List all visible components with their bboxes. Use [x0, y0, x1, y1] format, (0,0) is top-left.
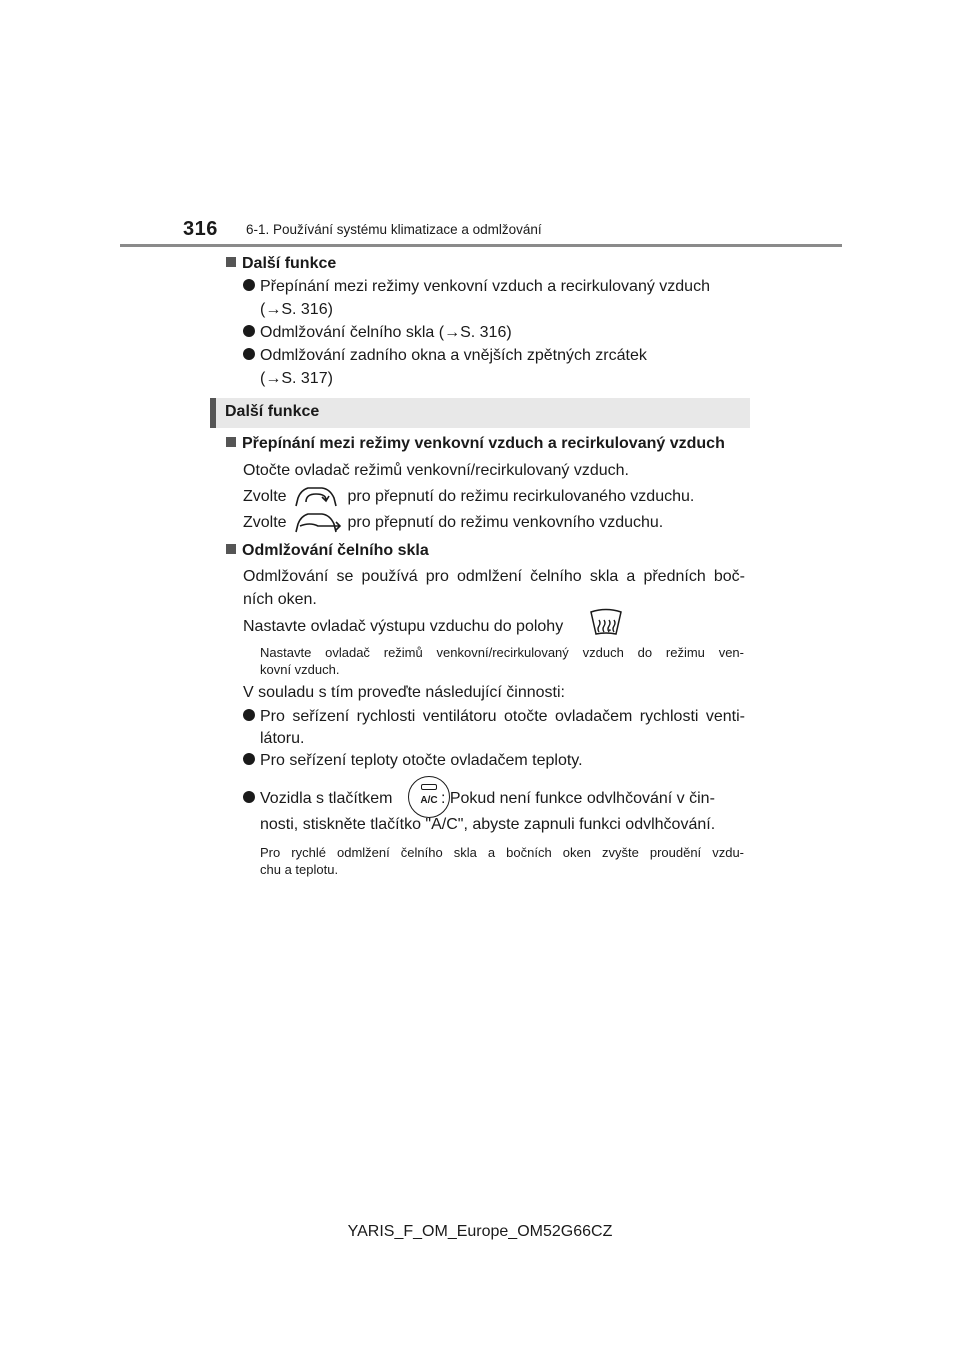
air-mode-text: Otočte ovladač režimů venkovní/recirkulovaný vzduch. — [243, 462, 629, 479]
square-bullet-icon — [226, 544, 236, 554]
defog-text: Odmlžování se používá pro odmlžení čelního skla a předních boč- — [243, 568, 745, 585]
summary-item: Odmlžování čelního skla (→S. 316) — [243, 324, 512, 342]
summary-item: Odmlžování zadního okna a vnějších zpětných zrcátek — [243, 347, 647, 365]
section-title: 6-1. Používání systému klimatizace a odmlžování — [246, 222, 542, 237]
defog-note: Pro rychlé odmlžení čelního skla a bočních oken zvyšte proudění vzdu- — [260, 845, 744, 860]
round-bullet-icon — [243, 791, 255, 803]
square-bullet-icon — [226, 437, 236, 447]
defog-bullet: Pro seřízení teploty otočte ovladačem teploty. — [243, 752, 583, 770]
round-bullet-icon — [243, 348, 255, 360]
defog-bullet: Pro seřízení rychlosti ventilátoru otočte ovladačem rychlosti venti- — [243, 708, 745, 726]
section-header-bar — [210, 398, 750, 428]
summary-heading: Další funkce — [226, 255, 336, 273]
round-bullet-icon — [243, 753, 255, 765]
defog-bullet-cont: nosti, stiskněte tlačítko "A/C", abyste zapnuli funkci odvlhčování. — [260, 816, 716, 833]
defog-heading: Odmlžování čelního skla — [226, 542, 429, 560]
document-id: YARIS_F_OM_Europe_OM52G66CZ — [347, 1223, 613, 1240]
square-bullet-icon — [226, 257, 236, 267]
indicator-lamp — [421, 784, 437, 790]
summary-item-ref: (→S. 316) — [260, 301, 333, 318]
round-bullet-icon — [243, 279, 255, 291]
defog-outlet-instruction: Nastavte ovladač výstupu vzduchu do polohy . — [243, 618, 613, 635]
defog-text: V souladu s tím proveďte následující činnosti: — [243, 684, 565, 701]
outside-air-icon — [292, 508, 342, 538]
defog-bullet: Vozidla s tlačítkem : Pokud není funkce odvlhčování v čin- — [243, 790, 715, 808]
page-number: 316 — [183, 218, 218, 240]
defog-text: ních oken. — [243, 591, 317, 608]
outside-instruction: Zvolte pro přepnutí do režimu venkovního vzduchu. — [243, 514, 664, 531]
section-accent — [210, 398, 216, 428]
recirc-instruction: Zvolte pro přepnutí do režimu recirkulovaného vzduchu. — [243, 488, 695, 505]
summary-item: Přepínání mezi režimy venkovní vzduch a recirkulovaný vzduch — [243, 278, 710, 296]
defog-note: kovní vzduch. — [260, 662, 340, 677]
section-header-title: Další funkce — [225, 403, 320, 420]
summary-item-ref: (→S. 317) — [260, 370, 333, 387]
round-bullet-icon — [243, 325, 255, 337]
defog-bullet-cont: látoru. — [260, 730, 305, 747]
windshield-defroster-icon — [588, 608, 624, 638]
ac-label: A/C — [420, 795, 438, 806]
ac-button-icon — [408, 776, 450, 818]
air-mode-heading: Přepínání mezi režimy venkovní vzduch a recirkulovaný vzduch — [226, 435, 725, 453]
round-bullet-icon — [243, 709, 255, 721]
defog-note: chu a teplotu. — [260, 862, 339, 877]
header-divider — [120, 244, 842, 247]
defog-note: Nastavte ovladač režimů venkovní/recirkulovaný vzduch do režimu ven- — [260, 645, 744, 660]
